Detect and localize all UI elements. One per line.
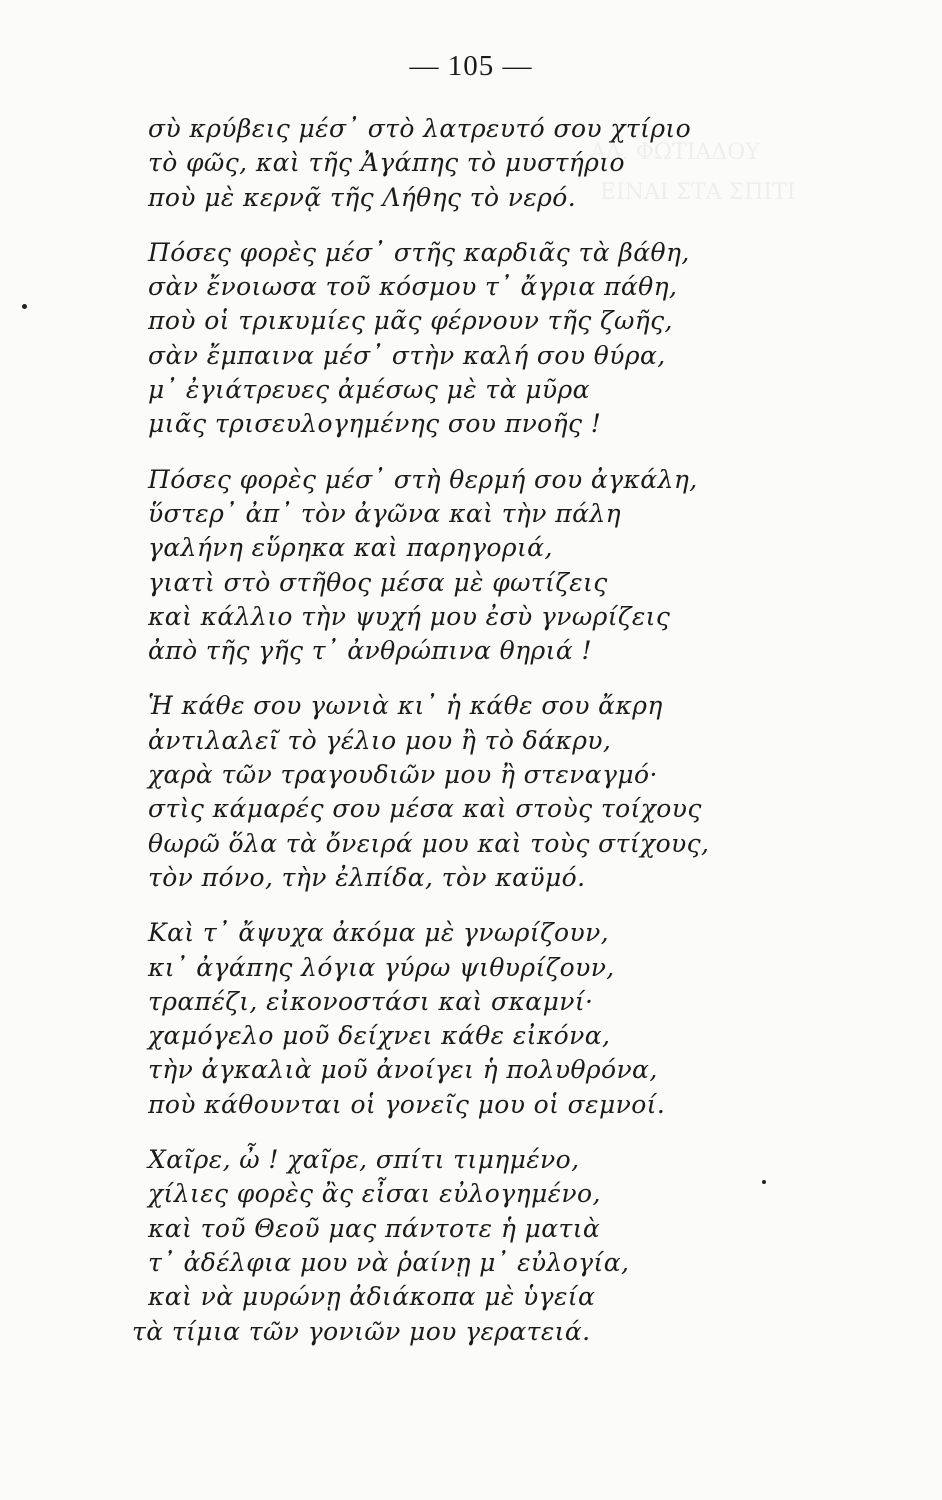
poem-line: ποὺ μὲ κερνᾷ τῆς Λήθης τὸ νερό.	[148, 182, 577, 212]
poem-line: μ᾽ ἐγιάτρευες ἀμέσως μὲ τὰ μῦρα	[148, 375, 590, 405]
poem-line: ὕστερ᾽ ἀπ᾽ τὸν ἀγῶνα καὶ τὴν πάλη	[148, 498, 621, 528]
poem-line: σὰν ἔνοιωσα τοῦ κόσμου τ᾽ ἄγρια πάθη,	[148, 272, 678, 302]
poem-line: ἀπὸ τῆς γῆς τ᾽ ἀνθρώπινα θηριά !	[148, 636, 592, 666]
poem-line: τὰ τίμια τῶν γονιῶν μου γερατειά.	[132, 1316, 591, 1346]
poem-line: Πόσες φορὲς μέσ᾽ στῆς καρδιᾶς τὰ βάθη,	[148, 237, 690, 267]
poem-line: τὸ φῶς, καὶ τῆς Ἀγάπης τὸ μυστήριο	[148, 148, 625, 178]
stanza-4	[148, 689, 710, 895]
poem-line: τὸν πόνο, τὴν ἐλπίδα, τὸν καϋμό.	[148, 862, 586, 892]
poem-line: σὰν ἔμπαινα μέσ᾽ στὴν καλή σου θύρα,	[148, 340, 666, 370]
poem-line: χαμόγελο μοῦ δείχνει κάθε εἰκόνα,	[148, 1021, 611, 1051]
poem-line: καὶ κάλλιο τὴν ψυχή μου ἐσὺ γνωρίζεις	[148, 601, 671, 631]
stanza-6	[132, 1143, 688, 1349]
stanza-5	[148, 916, 688, 1122]
poem-line: ἀντιλαλεῖ τὸ γέλιο μου ἢ τὸ δάκρυ,	[148, 725, 612, 755]
poem-line: στὶς κάμαρές σου μέσα καὶ στοὺς τοίχους	[148, 794, 702, 824]
ink-speck	[22, 304, 27, 309]
stanza-1	[148, 112, 692, 215]
poem-line: καὶ τοῦ Θεοῦ μας πάντοτε ἡ ματιὰ	[148, 1213, 601, 1243]
stanza-3	[148, 463, 698, 669]
poem-line: τὴν ἀγκαλιὰ μοῦ ἀνοίγει ἡ πολυθρόνα,	[148, 1055, 658, 1085]
poem-line: ποὺ κάθουνται οἱ γονεῖς μου οἱ σεμνοί.	[148, 1089, 666, 1119]
poem-line: τ᾽ ἀδέλφια μου νὰ ῥαίνῃ μ᾽ εὐλογία,	[148, 1247, 630, 1277]
poem-line: Καὶ τ᾽ ἄψυχα ἀκόμα μὲ γνωρίζουν,	[148, 918, 610, 948]
poem-line: τραπέζι, εἰκονοστάσι καὶ σκαμνί·	[148, 986, 594, 1016]
poem-line: σὺ κρύβεις μέσ᾽ στὸ λατρευτό σου χτίριο	[148, 114, 692, 143]
poem-line: χίλιες φορὲς ἂς εἶσαι εὐλογημένο,	[148, 1179, 601, 1209]
poem-line: κι᾽ ἀγάπης λόγια γύρω ψιθυρίζουν,	[148, 952, 615, 982]
poem-line: γιατὶ στὸ στῆθος μέσα μὲ φωτίζεις	[148, 567, 608, 597]
bleed-through-shadow: ΕΙΝΑΙ ΣΤΑ ΣΠΙΤΙ	[600, 180, 796, 205]
poem-line: ποὺ οἱ τρικυμίες μᾶς φέρνουν τῆς ζωῆς,	[148, 306, 673, 336]
stanza-2	[148, 236, 688, 442]
ink-speck	[762, 1180, 766, 1184]
poem-line: γαλήνη εὕρηκα καὶ παρηγοριά,	[148, 533, 553, 563]
poem-line: Χαῖρε, ὦ ! χαῖρε, σπίτι τιμημένο,	[148, 1145, 580, 1175]
poem-line: Πόσες φορὲς μέσ᾽ στὴ θερμή σου ἀγκάλη,	[148, 464, 698, 494]
bleed-through-shadow: ΑΛ. ΦΩΤΙΑΔΟΥ	[590, 140, 760, 165]
poem-line: καὶ νὰ μυρώνῃ ἀδιάκοπα μὲ ὑγεία	[148, 1282, 596, 1312]
poem-line: χαρὰ τῶν τραγουδιῶν μου ἢ στεναγμό·	[148, 760, 658, 790]
poem-line: θωρῶ ὅλα τὰ ὄνειρά μου καὶ τοὺς στίχους,	[148, 828, 710, 858]
page-number: — 105 —	[409, 50, 533, 82]
poem-line: μιᾶς τρισευλογημένης σου πνοῆς !	[148, 409, 602, 439]
poem-line: Ἡ κάθε σου γωνιὰ κι᾽ ἡ κάθε σου ἄκρη	[148, 691, 663, 721]
